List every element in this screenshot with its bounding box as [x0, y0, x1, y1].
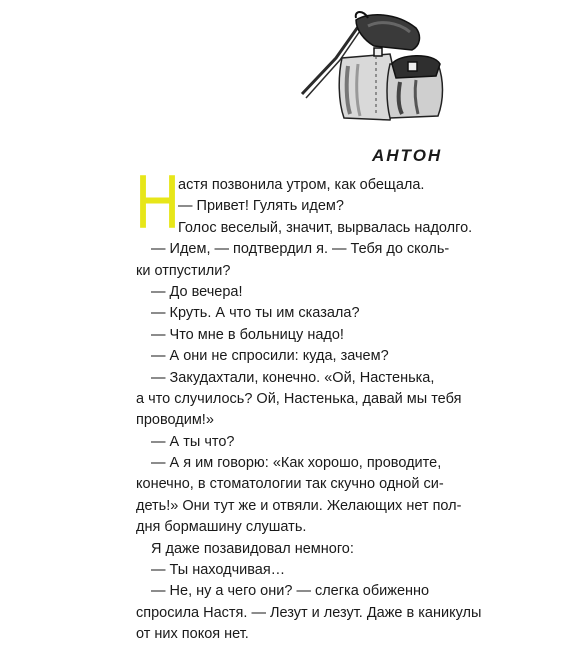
text-line: — А я им говорю: «Как хорошо, проводите, — [151, 455, 442, 472]
text-line: — Не, ну а чего они? — слегка обиженно — [151, 583, 430, 600]
text-line: а что случилось? Ой, Настенька, давай мы тебя — [136, 390, 462, 407]
drop-cap — [135, 160, 181, 245]
text-line: — Ты находчивая… — [151, 562, 286, 579]
story-text — [135, 160, 482, 646]
text-line: — Идем, — подтвердил я. — Тебя до сколь- — [151, 241, 450, 258]
text-line: дня бормашину слушать. — [136, 519, 307, 536]
text-line: от них покоя нет. — [136, 626, 249, 643]
text-line: — А они не спросили: куда, зачем? — [151, 348, 389, 365]
text-line: — До вечера! — [151, 283, 243, 300]
text-line: деть!» Они тут же и отвяли. Желающих нет пол- — [136, 497, 462, 514]
text-line: — Закудахтали, конечно. «Ой, Настенька, — [151, 369, 435, 386]
text-line: Голос веселый, значит, вырвалась надолго. — [178, 219, 473, 236]
text-line: — Что мне в больницу надо! — [151, 326, 344, 343]
text-line: — Круть. А что ты им сказала? — [151, 305, 360, 322]
text-line: Я даже позавидовал немного: — [151, 540, 354, 557]
chapter-title: АНТОН — [372, 146, 443, 165]
text-line: конечно, в стоматологии так скучно одной си- — [136, 476, 444, 493]
paragraph-lines — [136, 175, 482, 646]
drop-cap-letter: Н — [135, 160, 181, 245]
backpack-illustration — [298, 6, 450, 126]
text-line: — А ты что? — [151, 433, 235, 450]
text-line: — Привет! Гулять идем? — [178, 198, 344, 215]
text-line: ки отпустили? — [136, 262, 231, 279]
text-line: астя позвонила утром, как обещала. — [178, 177, 425, 193]
text-line: проводим!» — [136, 412, 214, 429]
text-line: спросила Настя. — Лезут и лезут. Даже в каникулы — [136, 604, 482, 621]
